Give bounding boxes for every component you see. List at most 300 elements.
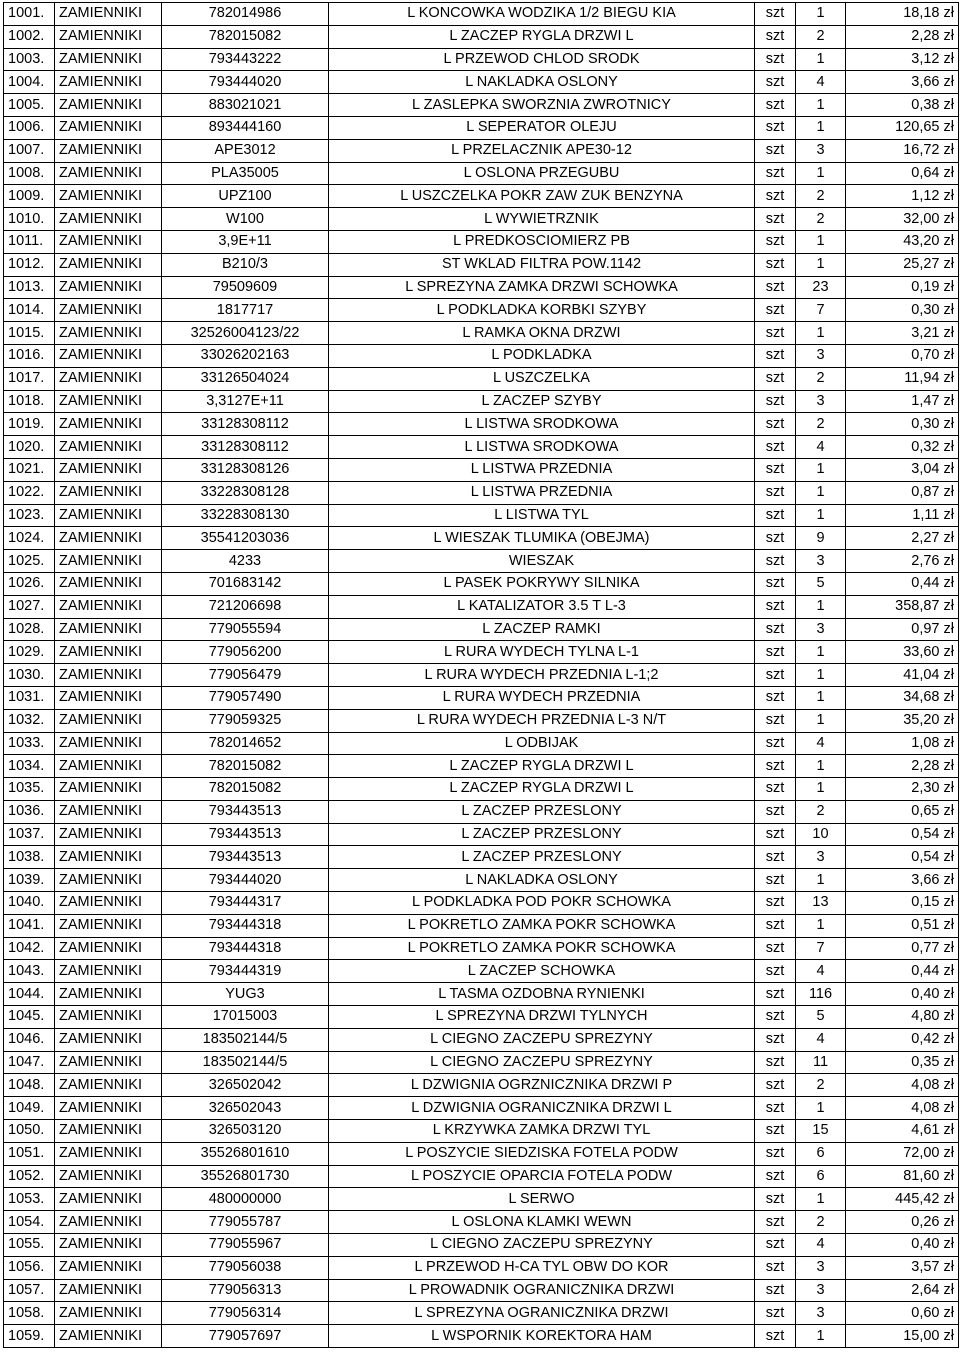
price-cell: 3,04 zł [846, 458, 959, 481]
price-cell: 2,30 zł [846, 778, 959, 801]
part-code-cell: 779056200 [162, 641, 329, 664]
unit-cell: szt [755, 1165, 796, 1188]
unit-cell: szt [755, 253, 796, 276]
quantity-cell: 1 [796, 3, 846, 26]
quantity-cell: 9 [796, 527, 846, 550]
unit-cell: szt [755, 800, 796, 823]
part-code-cell: 779057697 [162, 1325, 329, 1348]
part-code-cell: 4233 [162, 550, 329, 573]
category-cell: ZAMIENNIKI [55, 253, 162, 276]
price-cell: 2,64 zł [846, 1279, 959, 1302]
table-row [4, 1120, 959, 1143]
part-code-cell: APE3012 [162, 139, 329, 162]
unit-cell: szt [755, 276, 796, 299]
part-code-cell: YUG3 [162, 983, 329, 1006]
quantity-cell: 1 [796, 253, 846, 276]
description-cell: L ZACZEP PRZESLONY [329, 800, 755, 823]
table-row [4, 755, 959, 778]
quantity-cell: 1 [796, 664, 846, 687]
price-cell: 0,19 zł [846, 276, 959, 299]
category-cell: ZAMIENNIKI [55, 1302, 162, 1325]
price-cell: 445,42 zł [846, 1188, 959, 1211]
quantity-cell: 6 [796, 1142, 846, 1165]
table-row [4, 276, 959, 299]
category-cell: ZAMIENNIKI [55, 914, 162, 937]
unit-cell: szt [755, 595, 796, 618]
price-cell: 0,38 zł [846, 94, 959, 117]
description-cell: L ZACZEP RYGLA DRZWI L [329, 755, 755, 778]
description-cell: L ZACZEP RYGLA DRZWI L [329, 778, 755, 801]
price-cell: 2,28 zł [846, 755, 959, 778]
category-cell: ZAMIENNIKI [55, 869, 162, 892]
row-number-cell: 1049. [4, 1097, 55, 1120]
unit-cell: szt [755, 299, 796, 322]
description-cell: L POKRETLO ZAMKA POKR SCHOWKA [329, 914, 755, 937]
quantity-cell: 2 [796, 413, 846, 436]
price-cell: 0,26 zł [846, 1211, 959, 1234]
unit-cell: szt [755, 413, 796, 436]
table-row [4, 116, 959, 139]
part-code-cell: 33128308112 [162, 413, 329, 436]
part-code-cell: 883021021 [162, 94, 329, 117]
price-cell: 0,44 zł [846, 572, 959, 595]
table-row [4, 800, 959, 823]
table-row [4, 1142, 959, 1165]
unit-cell: szt [755, 1074, 796, 1097]
row-number-cell: 1031. [4, 686, 55, 709]
category-cell: ZAMIENNIKI [55, 1234, 162, 1257]
part-code-cell: 33128308112 [162, 436, 329, 459]
row-number-cell: 1047. [4, 1051, 55, 1074]
quantity-cell: 2 [796, 1074, 846, 1097]
table-row [4, 1211, 959, 1234]
price-cell: 0,54 zł [846, 846, 959, 869]
part-code-cell: 1817717 [162, 299, 329, 322]
price-cell: 0,35 zł [846, 1051, 959, 1074]
description-cell: L WYWIETRZNIK [329, 208, 755, 231]
description-cell: L RURA WYDECH PRZEDNIA [329, 686, 755, 709]
part-code-cell: 17015003 [162, 1006, 329, 1029]
quantity-cell: 1 [796, 458, 846, 481]
unit-cell: szt [755, 94, 796, 117]
part-code-cell: 793444318 [162, 914, 329, 937]
description-cell: L PREDKOSCIOMIERZ PB [329, 230, 755, 253]
part-code-cell: 782014652 [162, 732, 329, 755]
row-number-cell: 1053. [4, 1188, 55, 1211]
part-code-cell: 326502043 [162, 1097, 329, 1120]
row-number-cell: 1054. [4, 1211, 55, 1234]
row-number-cell: 1024. [4, 527, 55, 550]
part-code-cell: 779055787 [162, 1211, 329, 1234]
price-cell: 0,65 zł [846, 800, 959, 823]
row-number-cell: 1017. [4, 367, 55, 390]
description-cell: L PASEK POKRYWY SILNIKA [329, 572, 755, 595]
category-cell: ZAMIENNIKI [55, 436, 162, 459]
row-number-cell: 1019. [4, 413, 55, 436]
price-cell: 2,28 zł [846, 25, 959, 48]
price-cell: 0,15 zł [846, 892, 959, 915]
category-cell: ZAMIENNIKI [55, 778, 162, 801]
table-row [4, 230, 959, 253]
row-number-cell: 1004. [4, 71, 55, 94]
category-cell: ZAMIENNIKI [55, 139, 162, 162]
row-number-cell: 1011. [4, 230, 55, 253]
unit-cell: szt [755, 162, 796, 185]
table-row [4, 823, 959, 846]
description-cell: L PRZEWOD CHLOD SRODK [329, 48, 755, 71]
unit-cell: szt [755, 139, 796, 162]
description-cell: L SEPERATOR OLEJU [329, 116, 755, 139]
part-code-cell: 779057490 [162, 686, 329, 709]
price-cell: 1,12 zł [846, 185, 959, 208]
unit-cell: szt [755, 322, 796, 345]
table-row [4, 937, 959, 960]
price-cell: 34,68 zł [846, 686, 959, 709]
quantity-cell: 13 [796, 892, 846, 915]
unit-cell: szt [755, 1279, 796, 1302]
price-cell: 0,30 zł [846, 413, 959, 436]
description-cell: L PRZEWOD H-CA TYL OBW DO KOR [329, 1256, 755, 1279]
category-cell: ZAMIENNIKI [55, 322, 162, 345]
table-row [4, 686, 959, 709]
description-cell: L SPREZYNA DRZWI TYLNYCH [329, 1006, 755, 1029]
quantity-cell: 1 [796, 1188, 846, 1211]
row-number-cell: 1010. [4, 208, 55, 231]
quantity-cell: 10 [796, 823, 846, 846]
row-number-cell: 1006. [4, 116, 55, 139]
price-cell: 0,54 zł [846, 823, 959, 846]
quantity-cell: 1 [796, 595, 846, 618]
description-cell: ST WKLAD FILTRA POW.1142 [329, 253, 755, 276]
description-cell: L ZACZEP RYGLA DRZWI L [329, 25, 755, 48]
row-number-cell: 1045. [4, 1006, 55, 1029]
category-cell: ZAMIENNIKI [55, 3, 162, 26]
description-cell: L DZWIGNIA OGRZNICZNIKA DRZWI P [329, 1074, 755, 1097]
quantity-cell: 1 [796, 322, 846, 345]
category-cell: ZAMIENNIKI [55, 664, 162, 687]
table-row [4, 732, 959, 755]
description-cell: L RURA WYDECH PRZEDNIA L-1;2 [329, 664, 755, 687]
category-cell: ZAMIENNIKI [55, 481, 162, 504]
description-cell: L CIEGNO ZACZEPU SPREZYNY [329, 1028, 755, 1051]
table-row [4, 1188, 959, 1211]
row-number-cell: 1051. [4, 1142, 55, 1165]
table-row [4, 436, 959, 459]
row-number-cell: 1028. [4, 618, 55, 641]
row-number-cell: 1041. [4, 914, 55, 937]
description-cell: L CIEGNO ZACZEPU SPREZYNY [329, 1051, 755, 1074]
unit-cell: szt [755, 3, 796, 26]
table-row [4, 1256, 959, 1279]
row-number-cell: 1035. [4, 778, 55, 801]
part-code-cell: 326502042 [162, 1074, 329, 1097]
quantity-cell: 4 [796, 436, 846, 459]
row-number-cell: 1015. [4, 322, 55, 345]
unit-cell: szt [755, 25, 796, 48]
description-cell: L POSZYCIE SIEDZISKA FOTELA PODW [329, 1142, 755, 1165]
price-cell: 0,42 zł [846, 1028, 959, 1051]
table-row [4, 1074, 959, 1097]
description-cell: L OSLONA KLAMKI WEWN [329, 1211, 755, 1234]
quantity-cell: 1 [796, 686, 846, 709]
category-cell: ZAMIENNIKI [55, 1142, 162, 1165]
description-cell: L LISTWA SRODKOWA [329, 436, 755, 459]
part-code-cell: 183502144/5 [162, 1051, 329, 1074]
category-cell: ZAMIENNIKI [55, 276, 162, 299]
category-cell: ZAMIENNIKI [55, 48, 162, 71]
row-number-cell: 1042. [4, 937, 55, 960]
row-number-cell: 1046. [4, 1028, 55, 1051]
price-cell: 0,60 zł [846, 1302, 959, 1325]
unit-cell: szt [755, 664, 796, 687]
part-code-cell: 793444317 [162, 892, 329, 915]
row-number-cell: 1056. [4, 1256, 55, 1279]
unit-cell: szt [755, 527, 796, 550]
quantity-cell: 1 [796, 116, 846, 139]
quantity-cell: 1 [796, 1097, 846, 1120]
part-code-cell: 782015082 [162, 755, 329, 778]
part-code-cell: 793443222 [162, 48, 329, 71]
row-number-cell: 1048. [4, 1074, 55, 1097]
description-cell: L WSPORNIK KOREKTORA HAM [329, 1325, 755, 1348]
quantity-cell: 1 [796, 755, 846, 778]
row-number-cell: 1050. [4, 1120, 55, 1143]
description-cell: L OSLONA PRZEGUBU [329, 162, 755, 185]
part-code-cell: 779056313 [162, 1279, 329, 1302]
price-cell: 4,80 zł [846, 1006, 959, 1029]
category-cell: ZAMIENNIKI [55, 686, 162, 709]
description-cell: L LISTWA SRODKOWA [329, 413, 755, 436]
price-cell: 0,40 zł [846, 1234, 959, 1257]
description-cell: L PODKLADKA [329, 344, 755, 367]
unit-cell: szt [755, 1097, 796, 1120]
unit-cell: szt [755, 1188, 796, 1211]
table-row [4, 344, 959, 367]
unit-cell: szt [755, 230, 796, 253]
row-number-cell: 1030. [4, 664, 55, 687]
part-code-cell: 721206698 [162, 595, 329, 618]
part-code-cell: 326503120 [162, 1120, 329, 1143]
unit-cell: szt [755, 823, 796, 846]
row-number-cell: 1052. [4, 1165, 55, 1188]
row-number-cell: 1043. [4, 960, 55, 983]
row-number-cell: 1026. [4, 572, 55, 595]
unit-cell: szt [755, 367, 796, 390]
description-cell: L SPREZYNA OGRANICZNIKA DRZWI [329, 1302, 755, 1325]
price-cell: 3,57 zł [846, 1256, 959, 1279]
quantity-cell: 1 [796, 1325, 846, 1348]
table-row [4, 458, 959, 481]
price-cell: 1,47 zł [846, 390, 959, 413]
price-cell: 18,18 zł [846, 3, 959, 26]
unit-cell: szt [755, 71, 796, 94]
quantity-cell: 1 [796, 641, 846, 664]
unit-cell: szt [755, 914, 796, 937]
description-cell: L LISTWA PRZEDNIA [329, 458, 755, 481]
part-code-cell: 183502144/5 [162, 1028, 329, 1051]
quantity-cell: 23 [796, 276, 846, 299]
unit-cell: szt [755, 1256, 796, 1279]
price-cell: 2,76 zł [846, 550, 959, 573]
table-row [4, 504, 959, 527]
quantity-cell: 15 [796, 1120, 846, 1143]
unit-cell: szt [755, 572, 796, 595]
part-code-cell: 3,3127E+11 [162, 390, 329, 413]
unit-cell: szt [755, 1028, 796, 1051]
table-row [4, 3, 959, 26]
category-cell: ZAMIENNIKI [55, 1051, 162, 1074]
part-code-cell: 3,9E+11 [162, 230, 329, 253]
table-row [4, 778, 959, 801]
category-cell: ZAMIENNIKI [55, 823, 162, 846]
row-number-cell: 1005. [4, 94, 55, 117]
quantity-cell: 3 [796, 1279, 846, 1302]
category-cell: ZAMIENNIKI [55, 618, 162, 641]
part-code-cell: 779055967 [162, 1234, 329, 1257]
category-cell: ZAMIENNIKI [55, 732, 162, 755]
category-cell: ZAMIENNIKI [55, 1165, 162, 1188]
quantity-cell: 3 [796, 846, 846, 869]
part-code-cell: 32526004123/22 [162, 322, 329, 345]
part-code-cell: 793444020 [162, 869, 329, 892]
category-cell: ZAMIENNIKI [55, 185, 162, 208]
table-row [4, 1165, 959, 1188]
quantity-cell: 1 [796, 94, 846, 117]
unit-cell: szt [755, 1234, 796, 1257]
row-number-cell: 1003. [4, 48, 55, 71]
row-number-cell: 1027. [4, 595, 55, 618]
row-number-cell: 1044. [4, 983, 55, 1006]
unit-cell: szt [755, 208, 796, 231]
unit-cell: szt [755, 869, 796, 892]
table-row [4, 527, 959, 550]
price-cell: 3,21 zł [846, 322, 959, 345]
unit-cell: szt [755, 1142, 796, 1165]
price-cell: 0,32 zł [846, 436, 959, 459]
category-cell: ZAMIENNIKI [55, 504, 162, 527]
description-cell: L SERWO [329, 1188, 755, 1211]
part-code-cell: B210/3 [162, 253, 329, 276]
quantity-cell: 116 [796, 983, 846, 1006]
category-cell: ZAMIENNIKI [55, 983, 162, 1006]
quantity-cell: 3 [796, 344, 846, 367]
category-cell: ZAMIENNIKI [55, 1006, 162, 1029]
unit-cell: szt [755, 344, 796, 367]
unit-cell: szt [755, 185, 796, 208]
description-cell: L KATALIZATOR 3.5 T L-3 [329, 595, 755, 618]
table-row [4, 1028, 959, 1051]
price-cell: 3,66 zł [846, 71, 959, 94]
category-cell: ZAMIENNIKI [55, 367, 162, 390]
description-cell: L CIEGNO ZACZEPU SPREZYNY [329, 1234, 755, 1257]
quantity-cell: 2 [796, 367, 846, 390]
price-cell: 81,60 zł [846, 1165, 959, 1188]
table-row [4, 162, 959, 185]
description-cell: L USZCZELKA POKR ZAW ZUK BENZYNA [329, 185, 755, 208]
row-number-cell: 1039. [4, 869, 55, 892]
table-row [4, 208, 959, 231]
description-cell: L KRZYWKA ZAMKA DRZWI TYL [329, 1120, 755, 1143]
category-cell: ZAMIENNIKI [55, 572, 162, 595]
unit-cell: szt [755, 960, 796, 983]
unit-cell: szt [755, 755, 796, 778]
description-cell: L ZACZEP PRZESLONY [329, 823, 755, 846]
description-cell: L RAMKA OKNA DRZWI [329, 322, 755, 345]
description-cell: L POSZYCIE OPARCIA FOTELA PODW [329, 1165, 755, 1188]
category-cell: ZAMIENNIKI [55, 960, 162, 983]
table-row [4, 322, 959, 345]
unit-cell: szt [755, 641, 796, 664]
quantity-cell: 1 [796, 709, 846, 732]
description-cell: L USZCZELKA [329, 367, 755, 390]
category-cell: ZAMIENNIKI [55, 116, 162, 139]
quantity-cell: 6 [796, 1165, 846, 1188]
quantity-cell: 2 [796, 25, 846, 48]
row-number-cell: 1025. [4, 550, 55, 573]
unit-cell: szt [755, 1325, 796, 1348]
quantity-cell: 7 [796, 299, 846, 322]
part-code-cell: UPZ100 [162, 185, 329, 208]
part-code-cell: 779059325 [162, 709, 329, 732]
part-code-cell: 79509609 [162, 276, 329, 299]
quantity-cell: 1 [796, 481, 846, 504]
table-row [4, 253, 959, 276]
price-cell: 4,61 zł [846, 1120, 959, 1143]
quantity-cell: 4 [796, 960, 846, 983]
part-code-cell: 33228308130 [162, 504, 329, 527]
description-cell: L ZACZEP SCHOWKA [329, 960, 755, 983]
description-cell: L SPREZYNA ZAMKA DRZWI SCHOWKA [329, 276, 755, 299]
price-cell: 0,87 zł [846, 481, 959, 504]
unit-cell: szt [755, 1120, 796, 1143]
row-number-cell: 1009. [4, 185, 55, 208]
category-cell: ZAMIENNIKI [55, 162, 162, 185]
table-row [4, 94, 959, 117]
unit-cell: szt [755, 504, 796, 527]
part-code-cell: 782015082 [162, 25, 329, 48]
category-cell: ZAMIENNIKI [55, 25, 162, 48]
category-cell: ZAMIENNIKI [55, 458, 162, 481]
row-number-cell: 1014. [4, 299, 55, 322]
row-number-cell: 1001. [4, 3, 55, 26]
quantity-cell: 3 [796, 1302, 846, 1325]
quantity-cell: 1 [796, 162, 846, 185]
description-cell: L POKRETLO ZAMKA POKR SCHOWKA [329, 937, 755, 960]
table-row [4, 960, 959, 983]
table-row [4, 367, 959, 390]
category-cell: ZAMIENNIKI [55, 390, 162, 413]
description-cell: L KONCOWKA WODZIKA 1/2 BIEGU KIA [329, 3, 755, 26]
part-code-cell: 793444319 [162, 960, 329, 983]
category-cell: ZAMIENNIKI [55, 1074, 162, 1097]
table-row [4, 1006, 959, 1029]
table-row [4, 1234, 959, 1257]
category-cell: ZAMIENNIKI [55, 550, 162, 573]
part-code-cell: 793444318 [162, 937, 329, 960]
row-number-cell: 1021. [4, 458, 55, 481]
price-cell: 25,27 zł [846, 253, 959, 276]
row-number-cell: 1002. [4, 25, 55, 48]
price-cell: 4,08 zł [846, 1097, 959, 1120]
part-code-cell: 480000000 [162, 1188, 329, 1211]
category-cell: ZAMIENNIKI [55, 413, 162, 436]
description-cell: L WIESZAK TLUMIKA (OBEJMA) [329, 527, 755, 550]
row-number-cell: 1040. [4, 892, 55, 915]
price-cell: 3,66 zł [846, 869, 959, 892]
price-cell: 4,08 zł [846, 1074, 959, 1097]
part-code-cell: 779056038 [162, 1256, 329, 1279]
category-cell: ZAMIENNIKI [55, 527, 162, 550]
